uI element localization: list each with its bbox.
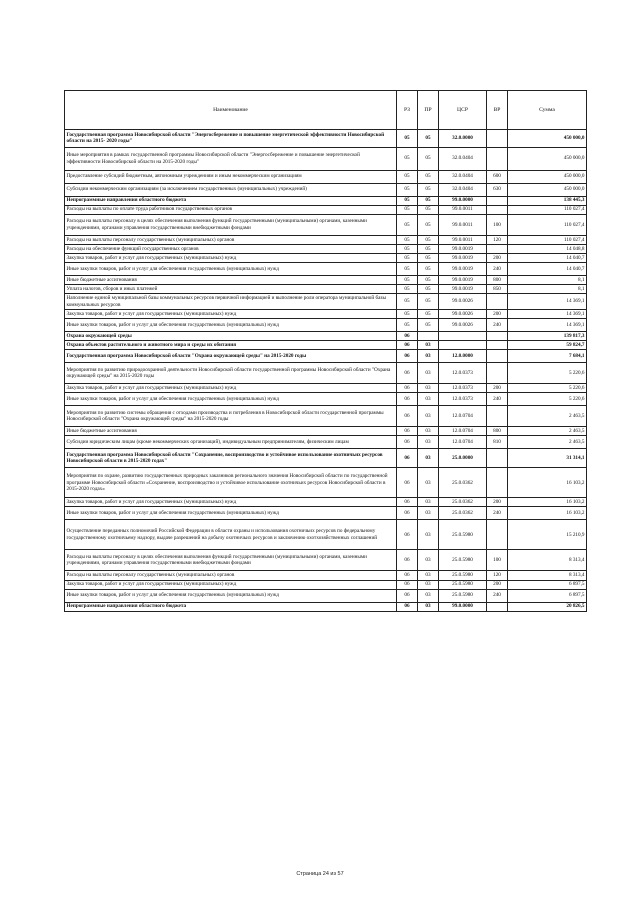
cell-rz: 05 — [397, 285, 418, 294]
cell-rz: 05 — [397, 253, 418, 262]
table-row — [65, 331, 587, 340]
cell-item-name: Расходы на обеспечение функций государственных органов — [65, 244, 397, 253]
cell-amount: 2 463,5 — [508, 406, 587, 427]
cell-vr — [487, 363, 508, 384]
cell-vr: 120 — [487, 571, 508, 580]
cell-amount: 450 000,0 — [508, 183, 587, 196]
table-row — [65, 393, 587, 406]
cell-pr: 03 — [418, 589, 439, 602]
header-amount: Сумма — [508, 91, 587, 130]
cell-rz: 06 — [397, 393, 418, 406]
cell-rz: 06 — [397, 589, 418, 602]
cell-item-name: Непрограммные направления областного бюджета — [65, 602, 397, 611]
cell-vr: 800 — [487, 276, 508, 285]
page-number: Страница 24 из 57 — [296, 871, 344, 877]
cell-rz: 06 — [397, 363, 418, 384]
cell-pr: 03 — [418, 520, 439, 550]
cell-rz: 05 — [397, 170, 418, 183]
cell-vr — [487, 341, 508, 350]
cell-vr — [487, 449, 508, 468]
cell-rz: 06 — [397, 468, 418, 498]
cell-vr: 240 — [487, 507, 508, 520]
cell-pr: 05 — [418, 235, 439, 244]
cell-vr: 240 — [487, 589, 508, 602]
cell-csr: 99.0.0019 — [439, 244, 487, 253]
cell-pr: 05 — [418, 244, 439, 253]
cell-item-name: Закупка товаров, работ и услуг для государственных (муниципальных) нужд — [65, 580, 397, 589]
table-row — [65, 214, 587, 235]
cell-item-name: Субсидии некоммерческим организациям (за исключением государственных (муниципальных) учреждений) — [65, 183, 397, 196]
cell-csr: 25.0.5980 — [439, 520, 487, 550]
table-row — [65, 263, 587, 276]
cell-item-name: Охрана окружающей среды — [65, 331, 397, 340]
table-row — [65, 235, 587, 244]
cell-amount: 14 369,1 — [508, 294, 587, 310]
table-row — [65, 468, 587, 498]
cell-pr: 03 — [418, 427, 439, 436]
cell-rz: 06 — [397, 507, 418, 520]
cell-item-name: Закупка товаров, работ и услуг для государственных (муниципальных) нужд — [65, 309, 397, 318]
table-row — [65, 147, 587, 170]
cell-amount: 2 463,5 — [508, 436, 587, 449]
cell-pr: 05 — [418, 294, 439, 310]
cell-pr: 03 — [418, 393, 439, 406]
cell-csr: 25.0.0000 — [439, 449, 487, 468]
cell-pr: 05 — [418, 129, 439, 147]
cell-csr: 99.0.0019 — [439, 285, 487, 294]
cell-item-name: Закупка товаров, работ и услуг для государственных (муниципальных) нужд — [65, 253, 397, 262]
cell-csr: 99.0.0011 — [439, 235, 487, 244]
cell-item-name: Наполнение единой муниципальной базы коммунальных ресурсов первичной информацией и выполнение роли оператора муниципальной базы коммунальных ресурсов — [65, 294, 397, 310]
header-rz: РЗ — [397, 91, 418, 130]
table-row — [65, 341, 587, 350]
cell-pr: 05 — [418, 253, 439, 262]
header-vr: ВР — [487, 91, 508, 130]
cell-vr — [487, 350, 508, 363]
table-row — [65, 276, 587, 285]
table-row — [65, 363, 587, 384]
cell-csr: 99.0.0019 — [439, 276, 487, 285]
cell-pr: 03 — [418, 468, 439, 498]
cell-item-name: Мероприятия по развитию системы обращения с отходами производства и потребления в Новосибирской области государственной программы Новосибирской области "Охрана окружающей среды" на 2015-2020 годы — [65, 406, 397, 427]
cell-csr: 99.0.0019 — [439, 263, 487, 276]
cell-item-name: Уплата налогов, сборов и иных платежей — [65, 285, 397, 294]
cell-csr: 25.0.0362 — [439, 498, 487, 507]
cell-item-name: Субсидии юридическим лицам (кроме некоммерческих организаций), индивидуальным предпринимателям, физическим лицам — [65, 436, 397, 449]
cell-rz: 06 — [397, 550, 418, 571]
cell-rz: 06 — [397, 427, 418, 436]
cell-item-name: Охрана объектов растительного и животного мира и среды их обитания — [65, 341, 397, 350]
cell-rz: 06 — [397, 580, 418, 589]
cell-amount: 14 048,8 — [508, 244, 587, 253]
table-row — [65, 498, 587, 507]
cell-vr — [487, 294, 508, 310]
cell-amount: 8 313,4 — [508, 571, 587, 580]
cell-vr: 200 — [487, 253, 508, 262]
table-row — [65, 406, 587, 427]
cell-item-name: Иные закупки товаров, работ и услуг для обеспечения государственных (муниципальных) нужд — [65, 318, 397, 331]
cell-vr — [487, 147, 508, 170]
table-row — [65, 285, 587, 294]
cell-csr: 25.0.5980 — [439, 589, 487, 602]
cell-item-name: Расходы на выплаты персоналу государственных (муниципальных) органов — [65, 571, 397, 580]
cell-pr: 03 — [418, 602, 439, 611]
cell-vr: 600 — [487, 170, 508, 183]
cell-vr: 630 — [487, 183, 508, 196]
cell-amount: 6 897,5 — [508, 589, 587, 602]
cell-csr: 99.0.0000 — [439, 602, 487, 611]
cell-vr — [487, 205, 508, 214]
cell-amount: 5 220,6 — [508, 363, 587, 384]
table-row — [65, 384, 587, 393]
cell-amount: 31 314,1 — [508, 449, 587, 468]
cell-csr: 99.0.0026 — [439, 309, 487, 318]
cell-rz: 06 — [397, 602, 418, 611]
cell-amount: 15 210,9 — [508, 520, 587, 550]
cell-vr: 240 — [487, 318, 508, 331]
cell-item-name: Осуществление переданных полномочий Российской Федерации в области охраны и использования охотничьих ресурсов по федеральному государственному охотничьему надзору, выдаче разрешений на добычу охотничьих ресурсов и заключению охотхозяйственных соглашений — [65, 520, 397, 550]
cell-pr: 05 — [418, 205, 439, 214]
cell-amount: 5 220,6 — [508, 384, 587, 393]
cell-csr: 25.0.5980 — [439, 580, 487, 589]
table-row — [65, 183, 587, 196]
cell-item-name: Иные мероприятия в рамках государственной программы Новосибирской области "Энергосбережение и повышение энергетической эффективности Новосибирской области на 2015-2020 годы" — [65, 147, 397, 170]
table-row — [65, 196, 587, 205]
table-row — [65, 253, 587, 262]
cell-amount: 7 684,1 — [508, 350, 587, 363]
cell-vr: 200 — [487, 384, 508, 393]
table-row — [65, 602, 587, 611]
cell-rz: 06 — [397, 341, 418, 350]
table-row — [65, 294, 587, 310]
cell-pr: 03 — [418, 571, 439, 580]
cell-csr: 99.0.0000 — [439, 196, 487, 205]
cell-rz: 06 — [397, 406, 418, 427]
table-body — [65, 129, 587, 611]
cell-rz: 05 — [397, 235, 418, 244]
cell-amount: 110 027,4 — [508, 235, 587, 244]
header-name: Наименование — [65, 91, 397, 130]
cell-item-name: Государственная программа Новосибирской области "Энергосбережение и повышение энергетической эффективности Новосибирской области на 2015- 2020 годы" — [65, 129, 397, 147]
cell-amount: 14 369,1 — [508, 309, 587, 318]
cell-pr: 05 — [418, 147, 439, 170]
cell-csr: 99.0.0011 — [439, 205, 487, 214]
cell-amount: 14 369,1 — [508, 318, 587, 331]
cell-pr: 03 — [418, 436, 439, 449]
cell-pr: 05 — [418, 214, 439, 235]
cell-csr: 12.0.0704 — [439, 427, 487, 436]
cell-vr: 100 — [487, 550, 508, 571]
cell-pr: 03 — [418, 449, 439, 468]
table-row — [65, 129, 587, 147]
cell-pr: 05 — [418, 183, 439, 196]
cell-csr: 12.0.0704 — [439, 436, 487, 449]
cell-rz: 05 — [397, 244, 418, 253]
table-row — [65, 580, 587, 589]
cell-csr: 32.0.0404 — [439, 147, 487, 170]
cell-rz: 06 — [397, 520, 418, 550]
table-row — [65, 318, 587, 331]
cell-amount: 450 000,0 — [508, 170, 587, 183]
cell-item-name: Иные закупки товаров, работ и услуг для обеспечения государственных (муниципальных) нужд — [65, 589, 397, 602]
table-row — [65, 449, 587, 468]
cell-csr: 12.0.0373 — [439, 363, 487, 384]
cell-item-name: Иные бюджетные ассигнования — [65, 276, 397, 285]
cell-pr: 05 — [418, 263, 439, 276]
cell-csr: 32.0.0404 — [439, 170, 487, 183]
cell-item-name: Иные закупки товаров, работ и услуг для обеспечения государственных (муниципальных) нужд — [65, 507, 397, 520]
cell-rz: 06 — [397, 436, 418, 449]
budget-table-sheet — [64, 90, 586, 612]
cell-pr: 05 — [418, 196, 439, 205]
cell-pr: 05 — [418, 309, 439, 318]
cell-amount: 110 027,4 — [508, 214, 587, 235]
cell-vr — [487, 602, 508, 611]
cell-pr: 03 — [418, 341, 439, 350]
cell-rz: 05 — [397, 205, 418, 214]
cell-item-name: Мероприятия по развитию природоохранной деятельности Новосибирской области государственной программы Новосибирской области "Охрана окружающей среды" на 2015-2020 годы — [65, 363, 397, 384]
cell-pr: 03 — [418, 580, 439, 589]
cell-item-name: Государственная программа Новосибирской области "Сохранение, воспроизводство и устойчивое использование охотничьих ресурсов Новосибирской области в 2015-2020 годах" — [65, 449, 397, 468]
table-row — [65, 427, 587, 436]
cell-item-name: Расходы на выплаты персоналу в целях обеспечения выполнения функций государственными (муниципальными) органами, казенными учреждениями, органами управления государственными внебюджетными фондами — [65, 550, 397, 571]
cell-vr: 200 — [487, 309, 508, 318]
cell-csr: 12.0.0704 — [439, 406, 487, 427]
budget-table — [64, 90, 587, 612]
table-row — [65, 589, 587, 602]
cell-rz: 06 — [397, 498, 418, 507]
cell-amount: 8,1 — [508, 276, 587, 285]
cell-rz: 05 — [397, 147, 418, 170]
cell-item-name: Расходы на выплаты по оплате труда работников государственных органов — [65, 205, 397, 214]
header-pr: ПР — [418, 91, 439, 130]
table-row — [65, 436, 587, 449]
cell-csr: 12.0.0000 — [439, 350, 487, 363]
cell-amount: 450 000,0 — [508, 147, 587, 170]
cell-rz: 05 — [397, 214, 418, 235]
table-row — [65, 309, 587, 318]
cell-amount: 14 040,7 — [508, 253, 587, 262]
cell-pr: 05 — [418, 276, 439, 285]
cell-vr: 120 — [487, 235, 508, 244]
cell-pr: 03 — [418, 406, 439, 427]
cell-amount: 59 824,7 — [508, 341, 587, 350]
cell-csr: 25.0.5980 — [439, 571, 487, 580]
cell-amount: 6 897,5 — [508, 580, 587, 589]
cell-item-name: Непрограммные направления областного бюджета — [65, 196, 397, 205]
cell-vr: 850 — [487, 285, 508, 294]
cell-csr: 32.0.0404 — [439, 183, 487, 196]
table-row — [65, 170, 587, 183]
cell-amount: 8,1 — [508, 285, 587, 294]
cell-item-name: Расходы на выплаты персоналу в целях обеспечения выполнения функций государственными (муниципальными) органами, казенными учреждениями, органами управления государственными внебюджетными фондами — [65, 214, 397, 235]
cell-csr: 99.0.0026 — [439, 294, 487, 310]
cell-vr — [487, 129, 508, 147]
cell-amount: 110 027,4 — [508, 205, 587, 214]
cell-pr: 05 — [418, 285, 439, 294]
cell-pr: 05 — [418, 170, 439, 183]
cell-vr — [487, 244, 508, 253]
cell-rz: 06 — [397, 449, 418, 468]
cell-vr: 200 — [487, 498, 508, 507]
cell-amount: 14 040,7 — [508, 263, 587, 276]
cell-rz: 05 — [397, 129, 418, 147]
cell-rz: 06 — [397, 571, 418, 580]
cell-amount: 2 463,5 — [508, 427, 587, 436]
cell-csr: 25.0.0362 — [439, 507, 487, 520]
cell-csr: 25.0.5980 — [439, 550, 487, 571]
cell-amount: 20 826,5 — [508, 602, 587, 611]
cell-rz: 06 — [397, 331, 418, 340]
cell-csr: 99.0.0019 — [439, 253, 487, 262]
header-csr: ЦСР — [439, 91, 487, 130]
cell-item-name: Иные закупки товаров, работ и услуг для обеспечения государственных (муниципальных) нужд — [65, 393, 397, 406]
cell-pr: 03 — [418, 498, 439, 507]
cell-item-name: Иные бюджетные ассигнования — [65, 427, 397, 436]
cell-rz: 05 — [397, 263, 418, 276]
cell-pr: 03 — [418, 350, 439, 363]
cell-rz: 05 — [397, 309, 418, 318]
table-row — [65, 571, 587, 580]
cell-amount: 5 220,6 — [508, 393, 587, 406]
cell-item-name: Мероприятия по охране, развитию государственных природных заказников регионального значения Новосибирской области по государственной программе Новосибирской области «Сохранение, воспроизводство и устойчивое использование охотничьих ресурсов Новосибирской области в 2015-2020 годах» — [65, 468, 397, 498]
cell-pr: 03 — [418, 363, 439, 384]
cell-amount: 8 313,4 — [508, 550, 587, 571]
table-row — [65, 205, 587, 214]
cell-vr — [487, 406, 508, 427]
cell-csr: 12.0.0373 — [439, 384, 487, 393]
cell-vr — [487, 520, 508, 550]
cell-item-name: Государственная программа Новосибирской области "Охрана окружающей среды" на 2015-2020 годы — [65, 350, 397, 363]
cell-pr: 03 — [418, 507, 439, 520]
cell-vr: 200 — [487, 580, 508, 589]
cell-item-name: Закупка товаров, работ и услуг для государственных (муниципальных) нужд — [65, 498, 397, 507]
table-row — [65, 550, 587, 571]
table-row — [65, 507, 587, 520]
cell-csr: 32.0.0000 — [439, 129, 487, 147]
cell-rz: 05 — [397, 276, 418, 285]
table-row — [65, 520, 587, 550]
cell-rz: 06 — [397, 384, 418, 393]
cell-rz: 05 — [397, 196, 418, 205]
cell-amount: 450 000,0 — [508, 129, 587, 147]
cell-vr: 810 — [487, 436, 508, 449]
cell-pr — [418, 331, 439, 340]
cell-amount: 138 445,3 — [508, 196, 587, 205]
cell-csr: 25.0.0362 — [439, 468, 487, 498]
cell-amount: 16 103,2 — [508, 498, 587, 507]
cell-amount: 16 103,2 — [508, 468, 587, 498]
cell-pr: 03 — [418, 550, 439, 571]
cell-vr: 240 — [487, 263, 508, 276]
cell-rz: 05 — [397, 183, 418, 196]
table-header-row — [65, 91, 587, 130]
cell-csr: 12.0.0373 — [439, 393, 487, 406]
cell-csr — [439, 341, 487, 350]
table-row — [65, 350, 587, 363]
cell-csr: 99.0.0026 — [439, 318, 487, 331]
cell-vr — [487, 468, 508, 498]
cell-item-name: Расходы на выплаты персоналу государственных (муниципальных) органов — [65, 235, 397, 244]
cell-item-name: Иные закупки товаров, работ и услуг для обеспечения государственных (муниципальных) нужд — [65, 263, 397, 276]
table-row — [65, 244, 587, 253]
cell-pr: 05 — [418, 318, 439, 331]
cell-rz: 06 — [397, 350, 418, 363]
cell-item-name: Предоставление субсидий бюджетным, автономным учреждениям и иным некоммерческим организациям — [65, 170, 397, 183]
cell-vr: 100 — [487, 214, 508, 235]
cell-rz: 05 — [397, 318, 418, 331]
cell-vr: 240 — [487, 393, 508, 406]
cell-csr — [439, 331, 487, 340]
cell-rz: 05 — [397, 294, 418, 310]
cell-vr: 800 — [487, 427, 508, 436]
cell-amount: 139 817,3 — [508, 331, 587, 340]
cell-csr: 99.0.0011 — [439, 214, 487, 235]
cell-pr: 03 — [418, 384, 439, 393]
cell-amount: 16 103,2 — [508, 507, 587, 520]
cell-vr — [487, 196, 508, 205]
cell-item-name: Закупка товаров, работ и услуг для государственных (муниципальных) нужд — [65, 384, 397, 393]
cell-vr — [487, 331, 508, 340]
